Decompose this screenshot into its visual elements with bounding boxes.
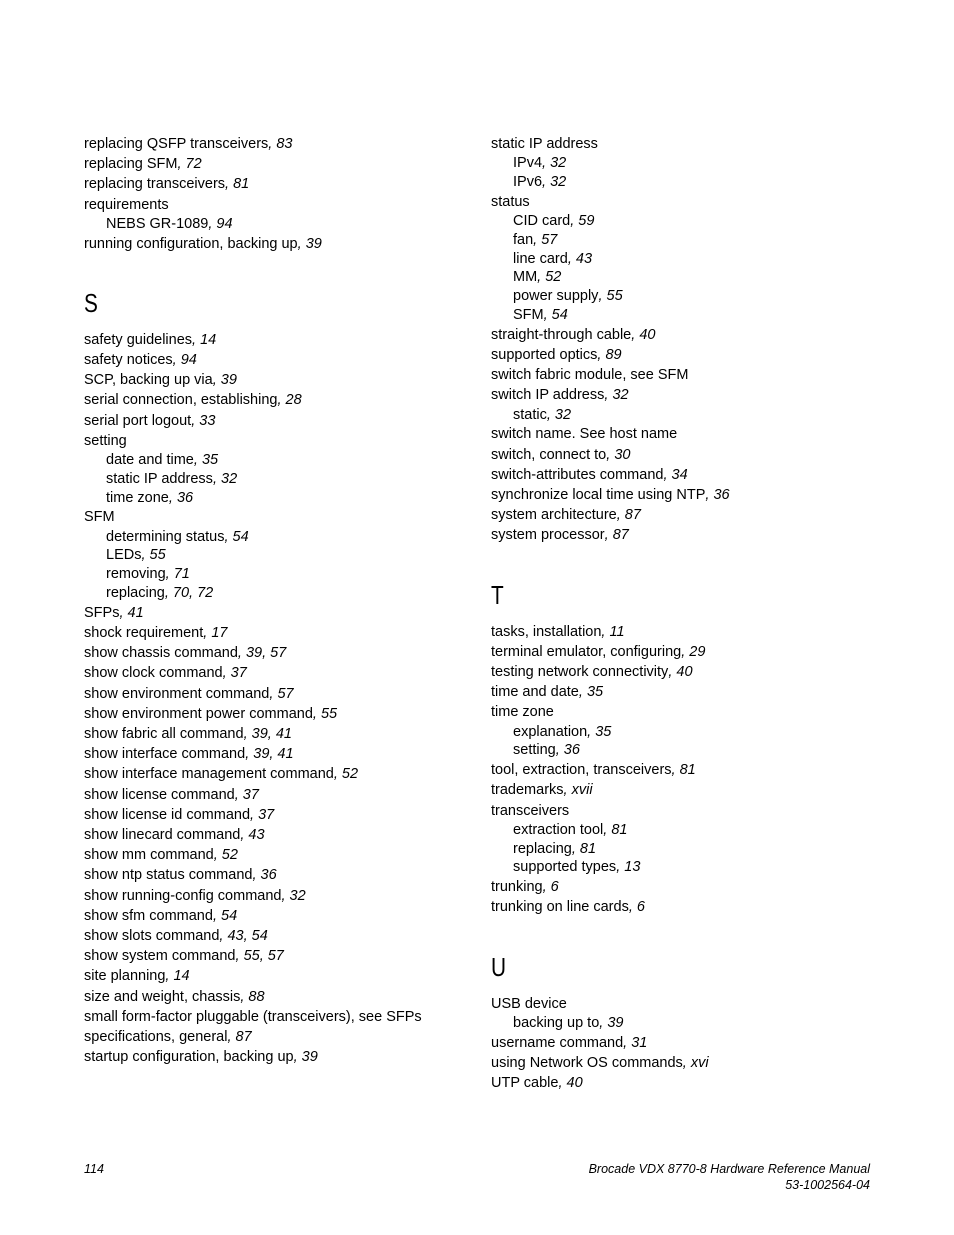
index-page-ref[interactable]: 39: [220, 372, 237, 389]
index-entry-text: running configuration, backing up: [84, 235, 298, 252]
index-page-ref[interactable]: 13: [624, 859, 641, 876]
index-entry-text: show environment power command: [84, 705, 313, 722]
index-entry: show linecard command, 43: [84, 827, 265, 844]
index-entry-text: show system command: [84, 948, 236, 965]
index-subentry: LEDs, 55: [106, 547, 166, 564]
index-entry-text: using Network OS commands: [491, 1054, 683, 1071]
index-subentry: power supply, 55: [513, 288, 623, 305]
index-page-ref[interactable]: 39: [607, 1014, 624, 1031]
index-page-ref[interactable]: 32: [612, 387, 629, 404]
index-page-ref[interactable]: xvi: [690, 1054, 709, 1071]
index-entry-text: USB device: [491, 995, 567, 1012]
index-subentry: MM, 52: [513, 269, 562, 286]
index-entry: SCP, backing up via, 39: [84, 372, 237, 389]
index-page-ref[interactable]: 39, 41: [253, 746, 294, 763]
index-subentry: setting, 36: [513, 742, 580, 759]
index-entry-text: switch name. See host name: [491, 426, 678, 443]
index-entry: UTP cable, 40: [491, 1075, 583, 1092]
index-entry-text: small form-factor pluggable (transceivers), see SFPs: [84, 1008, 422, 1025]
index-page-ref[interactable]: 71: [173, 566, 190, 583]
footer-manual-title: Brocade VDX 8770-8 Hardware Reference Manual: [588, 1162, 870, 1176]
index-page-ref[interactable]: 94: [180, 352, 197, 369]
index-entry-text: switch fabric module, see SFM: [491, 367, 689, 384]
index-entry-text: CID card: [513, 213, 571, 229]
index-entry: show running-config command, 32: [84, 887, 306, 904]
index-entry-text: specifications, general: [84, 1029, 228, 1046]
index-entry-text: show interface command: [84, 746, 246, 763]
index-page-ref[interactable]: 32: [550, 174, 567, 190]
index-entry: [491, 134, 891, 154]
index-subentry: date and time, 35: [106, 452, 219, 469]
index-page-ref[interactable]: 34: [671, 466, 688, 483]
index-entry-text: SFM: [513, 306, 544, 323]
index-entry: show ntp status command, 36: [84, 867, 277, 884]
index-entry-text: IPv4: [513, 155, 543, 172]
index-page-ref[interactable]: 54: [551, 306, 568, 323]
index-page-ref[interactable]: 40: [676, 664, 693, 681]
index-subentry: replacing, 81: [513, 840, 597, 857]
index-entry: switch, connect to, 30: [491, 446, 631, 463]
index-page-ref[interactable]: 32: [221, 470, 238, 487]
index-page-ref[interactable]: 39, 41: [251, 726, 292, 743]
index-entry: startup configuration, backing up, 39: [84, 1049, 318, 1066]
index-page-ref[interactable]: 40: [566, 1075, 583, 1092]
index-entry: [84, 507, 474, 527]
index-entry-text: explanation: [513, 723, 588, 740]
index-entry: switch-attributes command, 34: [491, 466, 688, 483]
index-entry: trunking on line cards, 6: [491, 899, 645, 916]
index-entry: size and weight, chassis, 88: [84, 988, 265, 1005]
index-entry-text: NEBS GR-1089: [106, 215, 209, 232]
index-entry: show clock command, 37: [84, 665, 247, 682]
index-subentry: IPv6, 32: [513, 174, 567, 190]
index-entry: username command, 31: [491, 1034, 648, 1051]
index-entry-text: time and date: [491, 684, 579, 701]
index-page-ref[interactable]: 39, 57: [245, 645, 287, 662]
index-letter-heading: U: [491, 951, 507, 982]
index-page-ref[interactable]: 31: [631, 1034, 648, 1051]
index-entry-text: username command: [491, 1034, 624, 1051]
index-page-ref[interactable]: 52: [341, 766, 359, 783]
index-subentry: determining status, 54: [106, 528, 249, 545]
index-entry-text: power supply: [513, 288, 599, 305]
index-page-ref[interactable]: 87: [624, 507, 641, 524]
index-entry-text: MM: [513, 269, 538, 286]
index-page-ref[interactable]: 6: [550, 879, 559, 896]
index-entry-text: show clock command: [84, 665, 223, 682]
index-entry: supported optics, 89: [491, 346, 622, 363]
index-entry-text: extraction tool: [513, 821, 604, 838]
index-entry-text: tool, extraction, transceivers: [491, 762, 672, 779]
index-entry-text: safety notices: [84, 352, 173, 369]
index-entry: system architecture, 87: [491, 507, 641, 524]
index-page-ref[interactable]: 57: [277, 685, 294, 702]
index-letter-heading: T: [491, 579, 504, 610]
index-entry: using Network OS commands, xvi: [491, 1054, 709, 1071]
index-page-ref[interactable]: 39: [301, 1049, 318, 1066]
index-entry: [84, 1007, 474, 1027]
index-page-ref[interactable]: 33: [199, 412, 216, 429]
index-subentry: extraction tool, 81: [513, 821, 628, 838]
footer-manual-info: [589, 1161, 870, 1193]
index-entry-text: show ntp status command: [84, 867, 253, 884]
index-subentry: SFM, 54: [513, 306, 568, 323]
index-entry-text: straight-through cable: [491, 326, 632, 343]
index-entry-text: setting: [84, 432, 127, 449]
index-entry: show environment command, 57: [84, 685, 294, 702]
index-entry: site planning, 14: [84, 968, 190, 985]
index-entry-text: fan: [513, 231, 534, 248]
index-entry: show mm command, 52: [84, 847, 238, 864]
index-entry-text: removing: [106, 566, 166, 583]
index-entry: show slots command, 43, 54: [84, 928, 268, 945]
index-entry: terminal emulator, configuring, 29: [491, 643, 706, 660]
index-page-ref[interactable]: 37: [242, 786, 259, 803]
index-entry-text: site planning: [84, 968, 166, 985]
index-page-ref[interactable]: 81: [611, 821, 628, 838]
index-entry-text: determining status: [106, 528, 225, 545]
index-entry: [491, 365, 891, 385]
index-subentry: NEBS GR-1089, 94: [106, 215, 233, 232]
index-entry-text: switch-attributes command: [491, 466, 664, 483]
index-entry: specifications, general, 87: [84, 1029, 252, 1046]
index-subentry: replacing, 70, 72: [106, 585, 214, 602]
index-entry-text: requirements: [84, 196, 169, 213]
index-entry-text: time zone: [491, 704, 554, 721]
index-entry-text: switch, connect to: [491, 446, 607, 463]
index-entry-text: testing network connectivity: [491, 664, 669, 681]
index-subentry: IPv4, 32: [513, 155, 567, 172]
index-entry-text: replacing SFM: [84, 156, 178, 173]
index-page-ref[interactable]: 14: [200, 331, 217, 348]
index-entry: show license command, 37: [84, 786, 259, 803]
index-subentry: line card, 43: [513, 250, 593, 267]
index-entry: shock requirement, 17: [84, 625, 228, 642]
index-page-ref[interactable]: 81: [579, 840, 597, 857]
index-subentry: time zone, 36: [106, 489, 194, 506]
index-entry-text: synchronize local time using NTP: [491, 487, 706, 503]
index-page-ref[interactable]: 37: [230, 665, 247, 682]
index-entry: show chassis command, 39, 57: [84, 645, 287, 662]
index-page-ref[interactable]: 32: [289, 887, 306, 904]
index-entry: trademarks, xvii: [491, 782, 593, 799]
index-page-ref[interactable]: 40: [639, 326, 656, 343]
index-entry-text: show slots command: [84, 928, 220, 945]
index-entry-text: system processor: [491, 527, 605, 544]
index-entry-text: show chassis command: [84, 645, 238, 662]
index-entry-text: serial connection, establishing: [84, 392, 278, 409]
index-entry: serial port logout, 33: [84, 412, 216, 429]
index-subentry: explanation, 35: [513, 723, 612, 740]
index-entry-text: size and weight, chassis: [84, 988, 241, 1005]
index-entry-text: show sfm command: [84, 907, 213, 924]
index-entry: show system command, 55, 57: [84, 948, 284, 965]
index-entry: [84, 195, 474, 215]
index-page-ref[interactable]: 55: [320, 705, 338, 722]
index-entry: [491, 801, 891, 821]
index-page-ref[interactable]: 54: [232, 528, 249, 545]
index-entry: replacing SFM, 72: [84, 156, 202, 173]
index-entry: tool, extraction, transceivers, 81: [491, 762, 696, 779]
index-entry: show license id command, 37: [84, 806, 275, 823]
index-entry: replacing QSFP transceivers, 83: [84, 136, 293, 152]
index-subentry: fan, 57: [513, 231, 558, 248]
index-page-ref[interactable]: 88: [248, 988, 265, 1005]
index-entry-text: backing up to: [513, 1014, 600, 1031]
footer-page-number: 114: [84, 1162, 104, 1176]
index-page-ref[interactable]: 72: [185, 156, 202, 173]
index-page-ref[interactable]: 36: [563, 742, 580, 759]
index-page-ref[interactable]: 36: [713, 487, 730, 503]
index-page-ref[interactable]: 35: [595, 723, 612, 740]
index-entry-text: safety guidelines: [84, 331, 193, 348]
index-page-ref[interactable]: 28: [285, 392, 302, 409]
index-entry-text: LEDs: [106, 547, 142, 564]
index-entry: synchronize local time using NTP, 36: [491, 487, 730, 503]
index-entry: trunking, 6: [491, 879, 559, 896]
index-entry: [491, 702, 891, 722]
index-entry-text: system architecture: [491, 507, 617, 524]
index-entry-text: status: [491, 193, 530, 210]
index-entry: show interface management command, 52: [84, 766, 359, 783]
index-page-ref[interactable]: 39: [305, 235, 322, 252]
index-entry-text: show linecard command: [84, 827, 241, 844]
index-column-left: [84, 134, 474, 1067]
index-page-ref[interactable]: 29: [689, 643, 706, 660]
index-column-right: [491, 134, 891, 1093]
index-entry-text: replacing QSFP transceivers: [84, 136, 269, 152]
index-entry: [491, 192, 891, 212]
index-subentry: removing, 71: [106, 566, 190, 583]
index-page-ref[interactable]: 41: [127, 604, 144, 621]
index-page-ref[interactable]: 43: [575, 250, 593, 267]
index-page-ref[interactable]: 52: [545, 269, 562, 286]
index-page-ref[interactable]: 55: [149, 547, 166, 564]
index-page-ref[interactable]: 43, 54: [227, 928, 268, 945]
index-entry-text: time zone: [106, 489, 169, 506]
index-entry-text: show license command: [84, 786, 235, 803]
index-entry-text: trunking on line cards: [491, 899, 629, 916]
index-entry: show environment power command, 55: [84, 705, 338, 722]
index-entry: [491, 994, 891, 1014]
index-entry-text: show mm command: [84, 847, 214, 864]
index-entry-text: startup configuration, backing up: [84, 1049, 294, 1066]
index-subentry: static, 32: [513, 406, 572, 423]
index-entry: system processor, 87: [491, 527, 629, 544]
index-entry: running configuration, backing up, 39: [84, 235, 322, 252]
index-entry-text: SFM: [84, 509, 115, 526]
index-entry: safety guidelines, 14: [84, 331, 217, 348]
index-entry-text: terminal emulator, configuring: [491, 643, 682, 660]
index-subentry: backing up to, 39: [513, 1014, 624, 1031]
index-page-ref[interactable]: 17: [211, 625, 228, 642]
index-page-ref[interactable]: 94: [216, 215, 233, 232]
index-page-ref[interactable]: 89: [605, 346, 622, 363]
index-entry: testing network connectivity, 40: [491, 664, 693, 681]
index-subentry: CID card, 59: [513, 213, 595, 229]
index-entry: [491, 424, 891, 444]
index-page-ref[interactable]: 81: [233, 176, 250, 193]
index-subentry: supported types, 13: [513, 859, 641, 876]
index-entry-text: trademarks: [491, 782, 564, 799]
index-entry-text: replacing: [106, 585, 165, 602]
index-entry-text: static IP address: [106, 470, 213, 487]
index-entry: show interface command, 39, 41: [84, 746, 294, 763]
index-entry-text: show running-config command: [84, 887, 282, 904]
index-page-ref[interactable]: 36: [260, 867, 277, 884]
index-entry-text: show environment command: [84, 685, 270, 702]
index-page-ref[interactable]: 14: [173, 968, 190, 985]
index-entry-text: UTP cable: [491, 1075, 559, 1092]
index-entry-text: show fabric all command: [84, 726, 244, 743]
index-page-ref[interactable]: 70, 72: [172, 585, 214, 602]
index-entry: time and date, 35: [491, 684, 604, 701]
index-entry-text: static IP address: [491, 136, 598, 152]
index-page-ref[interactable]: 59: [578, 213, 595, 229]
index-page-ref[interactable]: 55, 57: [243, 948, 284, 965]
index-letter-heading: S: [84, 287, 98, 318]
index-page-ref[interactable]: xvii: [571, 782, 593, 799]
index-page-ref[interactable]: 55: [606, 288, 623, 305]
index-entry-text: show interface management command: [84, 766, 334, 783]
index-page-ref[interactable]: 35: [201, 452, 219, 469]
index-page-ref[interactable]: 83: [276, 136, 293, 152]
index-entry-text: supported optics: [491, 346, 598, 363]
index-entry-text: SCP, backing up via: [84, 372, 213, 389]
index-entry: serial connection, establishing, 28: [84, 392, 302, 409]
index-page-ref[interactable]: 87: [235, 1029, 252, 1046]
index-entry: [84, 431, 474, 451]
index-entry: tasks, installation, 11: [491, 623, 625, 640]
index-page-ref[interactable]: 30: [614, 446, 631, 463]
index-entry-text: tasks, installation: [491, 623, 602, 640]
index-entry-text: show license id command: [84, 806, 251, 823]
index-entry-text: IPv6: [513, 174, 543, 190]
index-entry-text: SFPs: [84, 604, 120, 621]
index-entry-text: switch IP address: [491, 387, 605, 404]
index-page-ref[interactable]: 57: [541, 231, 558, 248]
index-entry-text: static: [513, 406, 547, 423]
index-entry-text: trunking: [491, 879, 543, 896]
index-entry-text: shock requirement: [84, 625, 204, 642]
index-entry: replacing transceivers, 81: [84, 176, 250, 193]
index-page-ref[interactable]: 54: [221, 907, 238, 924]
index-entry-text: replacing transceivers: [84, 176, 226, 193]
index-page-ref[interactable]: 32: [550, 155, 567, 172]
index-entry: show sfm command, 54: [84, 907, 238, 924]
index-entry-text: replacing: [513, 840, 572, 857]
index-page-ref[interactable]: 43: [248, 827, 265, 844]
index-entry-text: supported types: [513, 859, 617, 876]
index-entry: straight-through cable, 40: [491, 326, 656, 343]
index-entry-text: serial port logout: [84, 412, 192, 429]
index-entry-text: line card: [513, 250, 568, 267]
index-entry-text: date and time: [106, 452, 194, 469]
footer-doc-number: 53-1002564-04: [785, 1178, 870, 1192]
index-subentry: static IP address, 32: [106, 470, 238, 487]
index-page-ref[interactable]: 81: [679, 762, 696, 779]
index-page-ref[interactable]: 37: [258, 806, 275, 823]
index-entry: SFPs, 41: [84, 604, 144, 621]
index-page-ref[interactable]: 36: [176, 489, 194, 506]
index-page-ref[interactable]: 35: [586, 684, 604, 701]
index-entry-text: setting: [513, 742, 556, 759]
index-entry: show fabric all command, 39, 41: [84, 726, 292, 743]
index-page-ref[interactable]: 52: [221, 847, 238, 864]
index-entry: safety notices, 94: [84, 352, 197, 369]
index-entry-text: transceivers: [491, 802, 570, 819]
index-entry: switch IP address, 32: [491, 387, 629, 404]
index-page-ref[interactable]: 6: [636, 899, 645, 916]
index-page-ref[interactable]: 11: [609, 623, 625, 640]
index-page-ref[interactable]: 87: [612, 527, 629, 544]
index-page-ref[interactable]: 32: [554, 406, 572, 423]
